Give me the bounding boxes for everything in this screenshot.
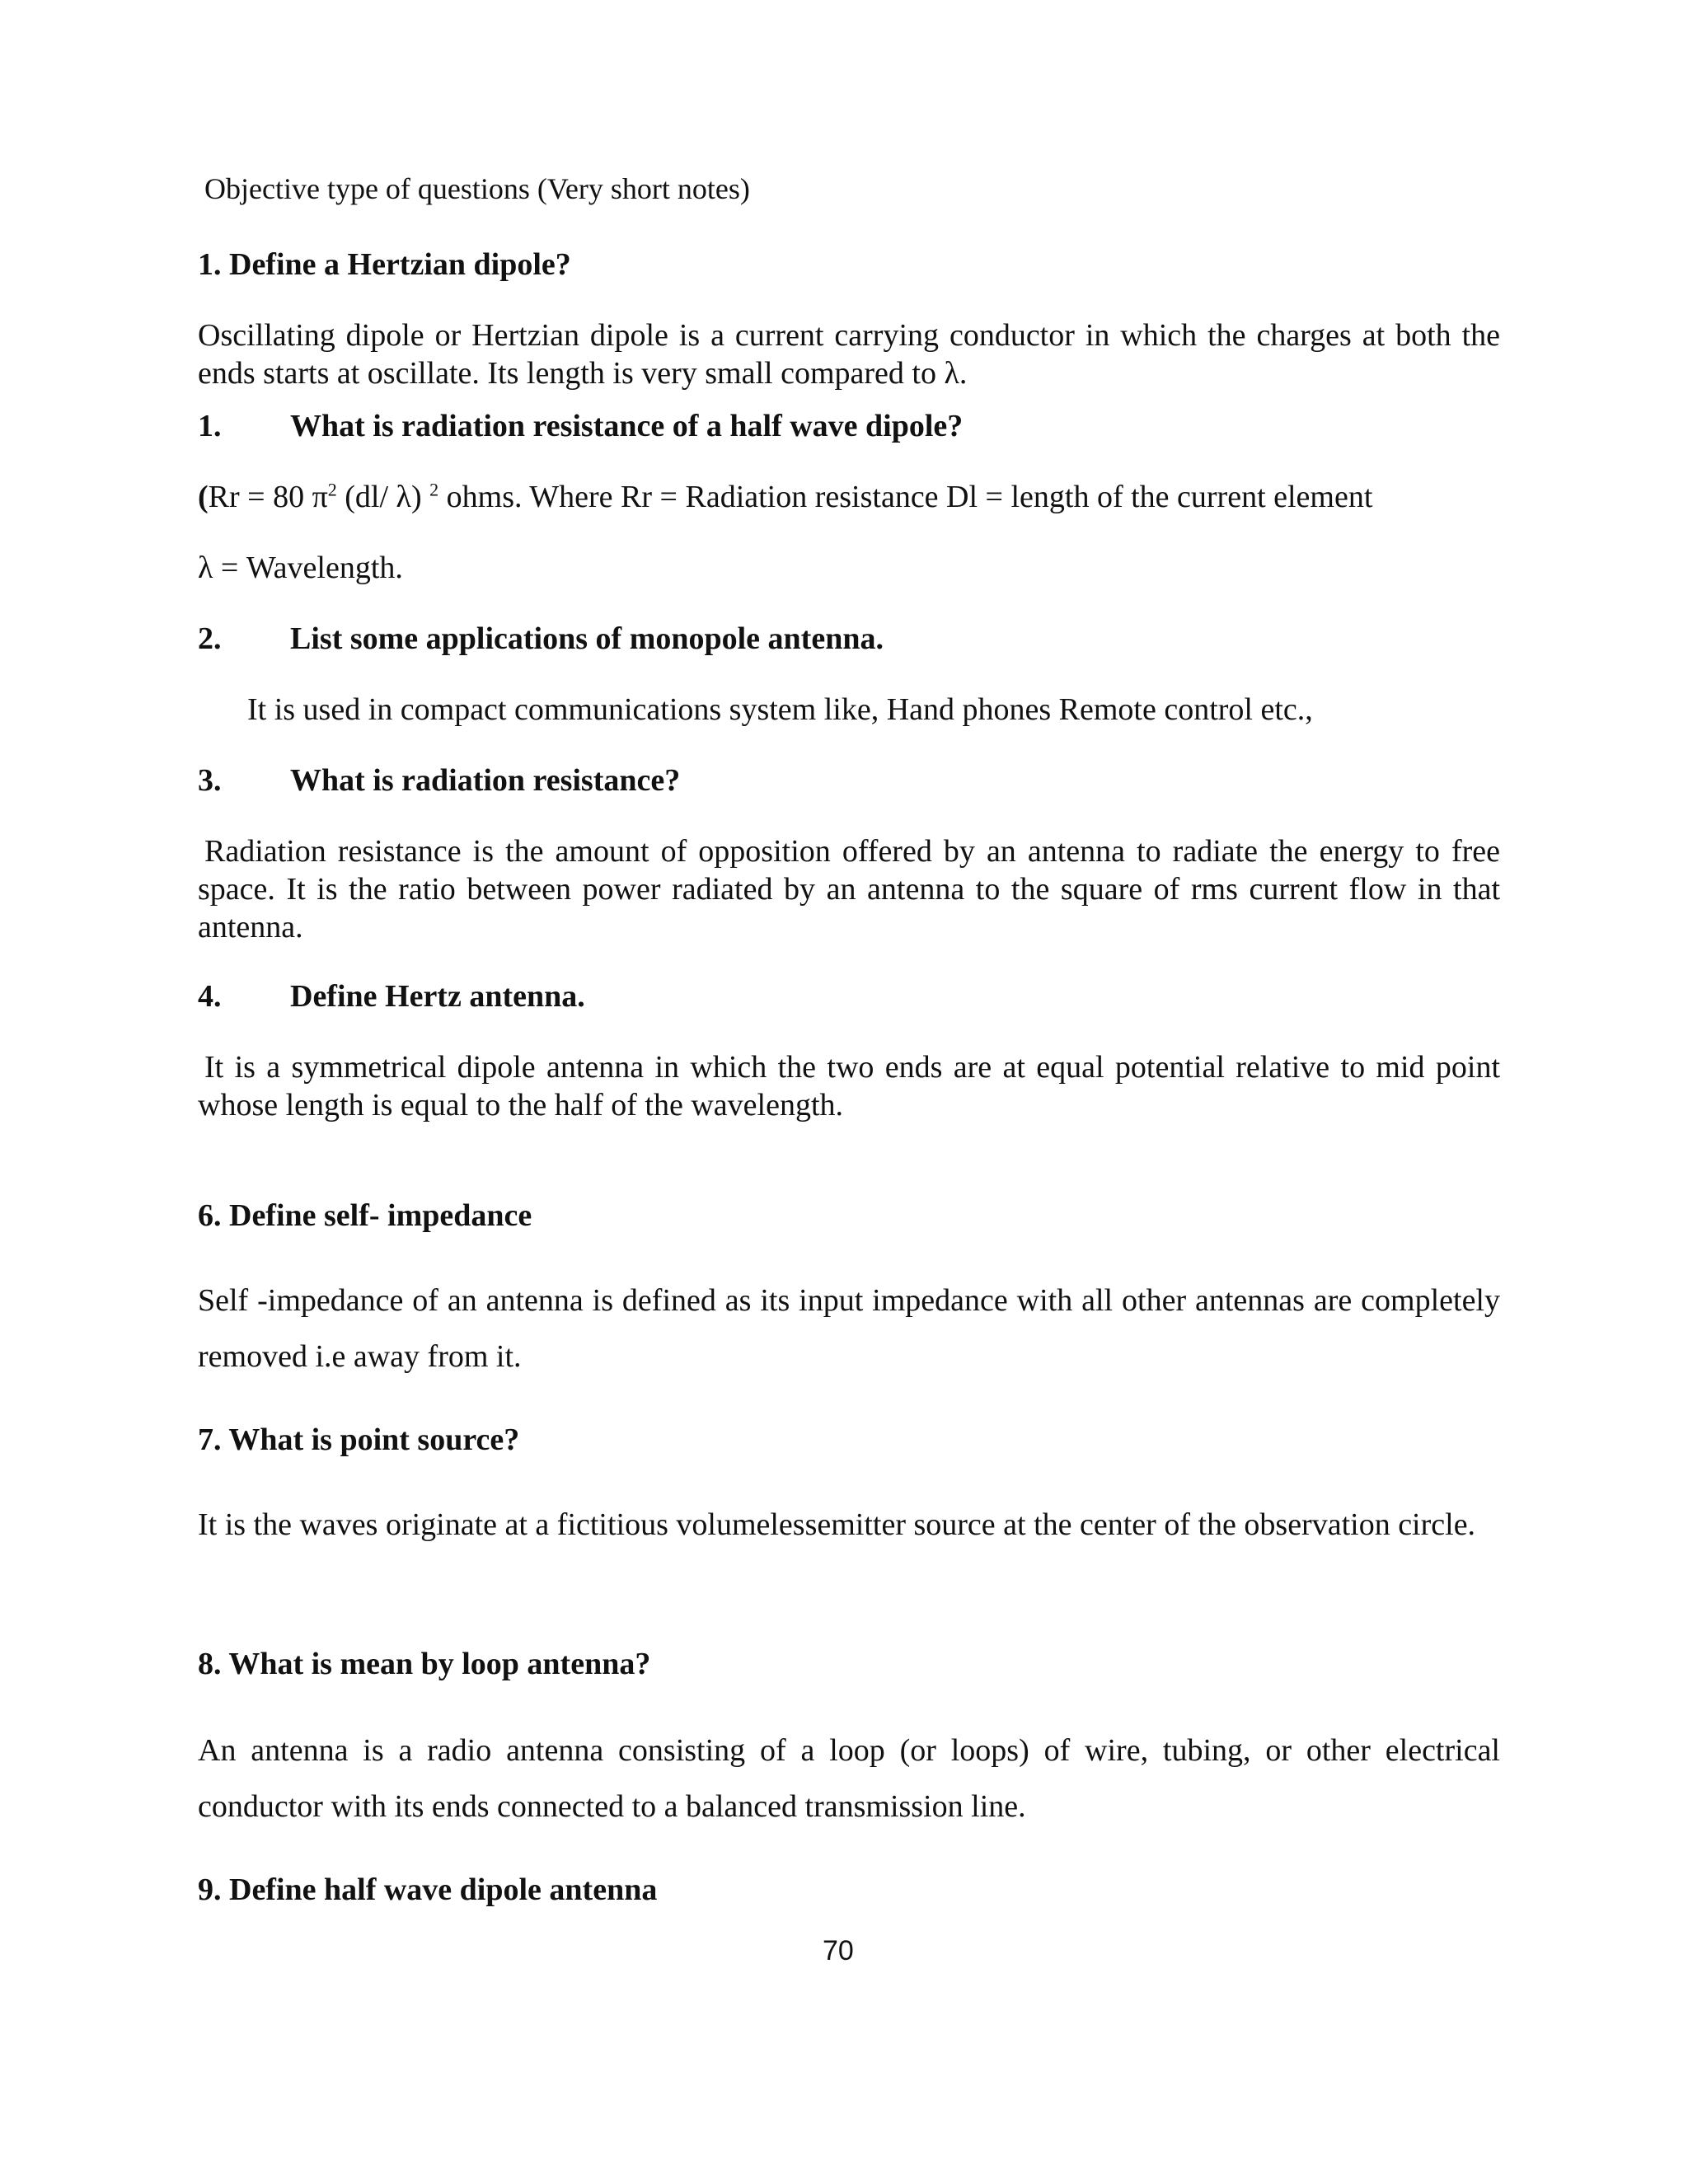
- answer-text: It is the waves originate at a fictitious volumelessemitter source at the center of the observation circle.: [198, 1507, 1476, 1542]
- question-title: 9. Define half wave dipole antenna: [198, 1872, 658, 1907]
- page-number: 70: [823, 1935, 854, 1966]
- question-title: [198, 620, 884, 658]
- formula-superscript: 2: [429, 479, 439, 500]
- answer-text: It is a symmetrical dipole antenna in which the two ends are at equal potential relative to mid point whose length is equal to the half of the wavelength.: [198, 1050, 1500, 1122]
- question-title: [198, 407, 963, 445]
- question-number: 1.: [198, 409, 222, 443]
- question-number: 2.: [198, 621, 222, 656]
- intro-heading: Objective type of questions (Very short notes): [204, 172, 750, 205]
- question-title: 6. Define self- impedance: [198, 1198, 532, 1233]
- question-number: 4.: [198, 979, 222, 1014]
- formula-line: λ = Wavelength.: [198, 551, 403, 585]
- answer-text: Oscillating dipole or Hertzian dipole is a current carrying conductor in which the charges at both the ends starts at oscillate. Its length is very small compared to λ.: [198, 318, 1500, 391]
- question-text: What is radiation resistance?: [290, 763, 681, 798]
- question-text: List some applications of monopole antenna.: [290, 621, 884, 656]
- formula-superscript: 2: [327, 479, 337, 500]
- answer-text: Self -impedance of an antenna is defined as its input impedance with all other antennas are completely removed i.e away from it.: [198, 1283, 1500, 1374]
- question-title: 8. What is mean by loop antenna?: [198, 1647, 651, 1681]
- formula-line: [198, 478, 1372, 516]
- question-title: [198, 762, 680, 799]
- answer-text: It is used in compact communications system like, Hand phones Remote control etc.,: [247, 692, 1313, 727]
- formula-part: ohms. Where Rr = Radiation resistance Dl = length of the current element: [438, 480, 1373, 514]
- question-title: 1. Define a Hertzian dipole?: [198, 247, 571, 282]
- question-text: What is radiation resistance of a half wave dipole?: [290, 409, 964, 443]
- answer-text: An antenna is a radio antenna consisting of a loop (or loops) of wire, tubing, or other electrical conductor with its ends connected to a balanced transmission line.: [198, 1733, 1500, 1824]
- answer-text: Radiation resistance is the amount of opposition offered by an antenna to radiate the energy to free space. It is the ratio between power radiated by an antenna to the square of rms current flow in that antenna.: [198, 834, 1500, 944]
- question-title: [198, 977, 585, 1015]
- question-title: 7. What is point source?: [198, 1422, 520, 1457]
- question-text: Define Hertz antenna.: [290, 979, 585, 1014]
- formula-paren: (: [198, 480, 209, 514]
- formula-part: Rr = 80 π: [208, 480, 328, 514]
- question-number: 3.: [198, 763, 222, 798]
- formula-part: (dl/ λ): [336, 480, 430, 514]
